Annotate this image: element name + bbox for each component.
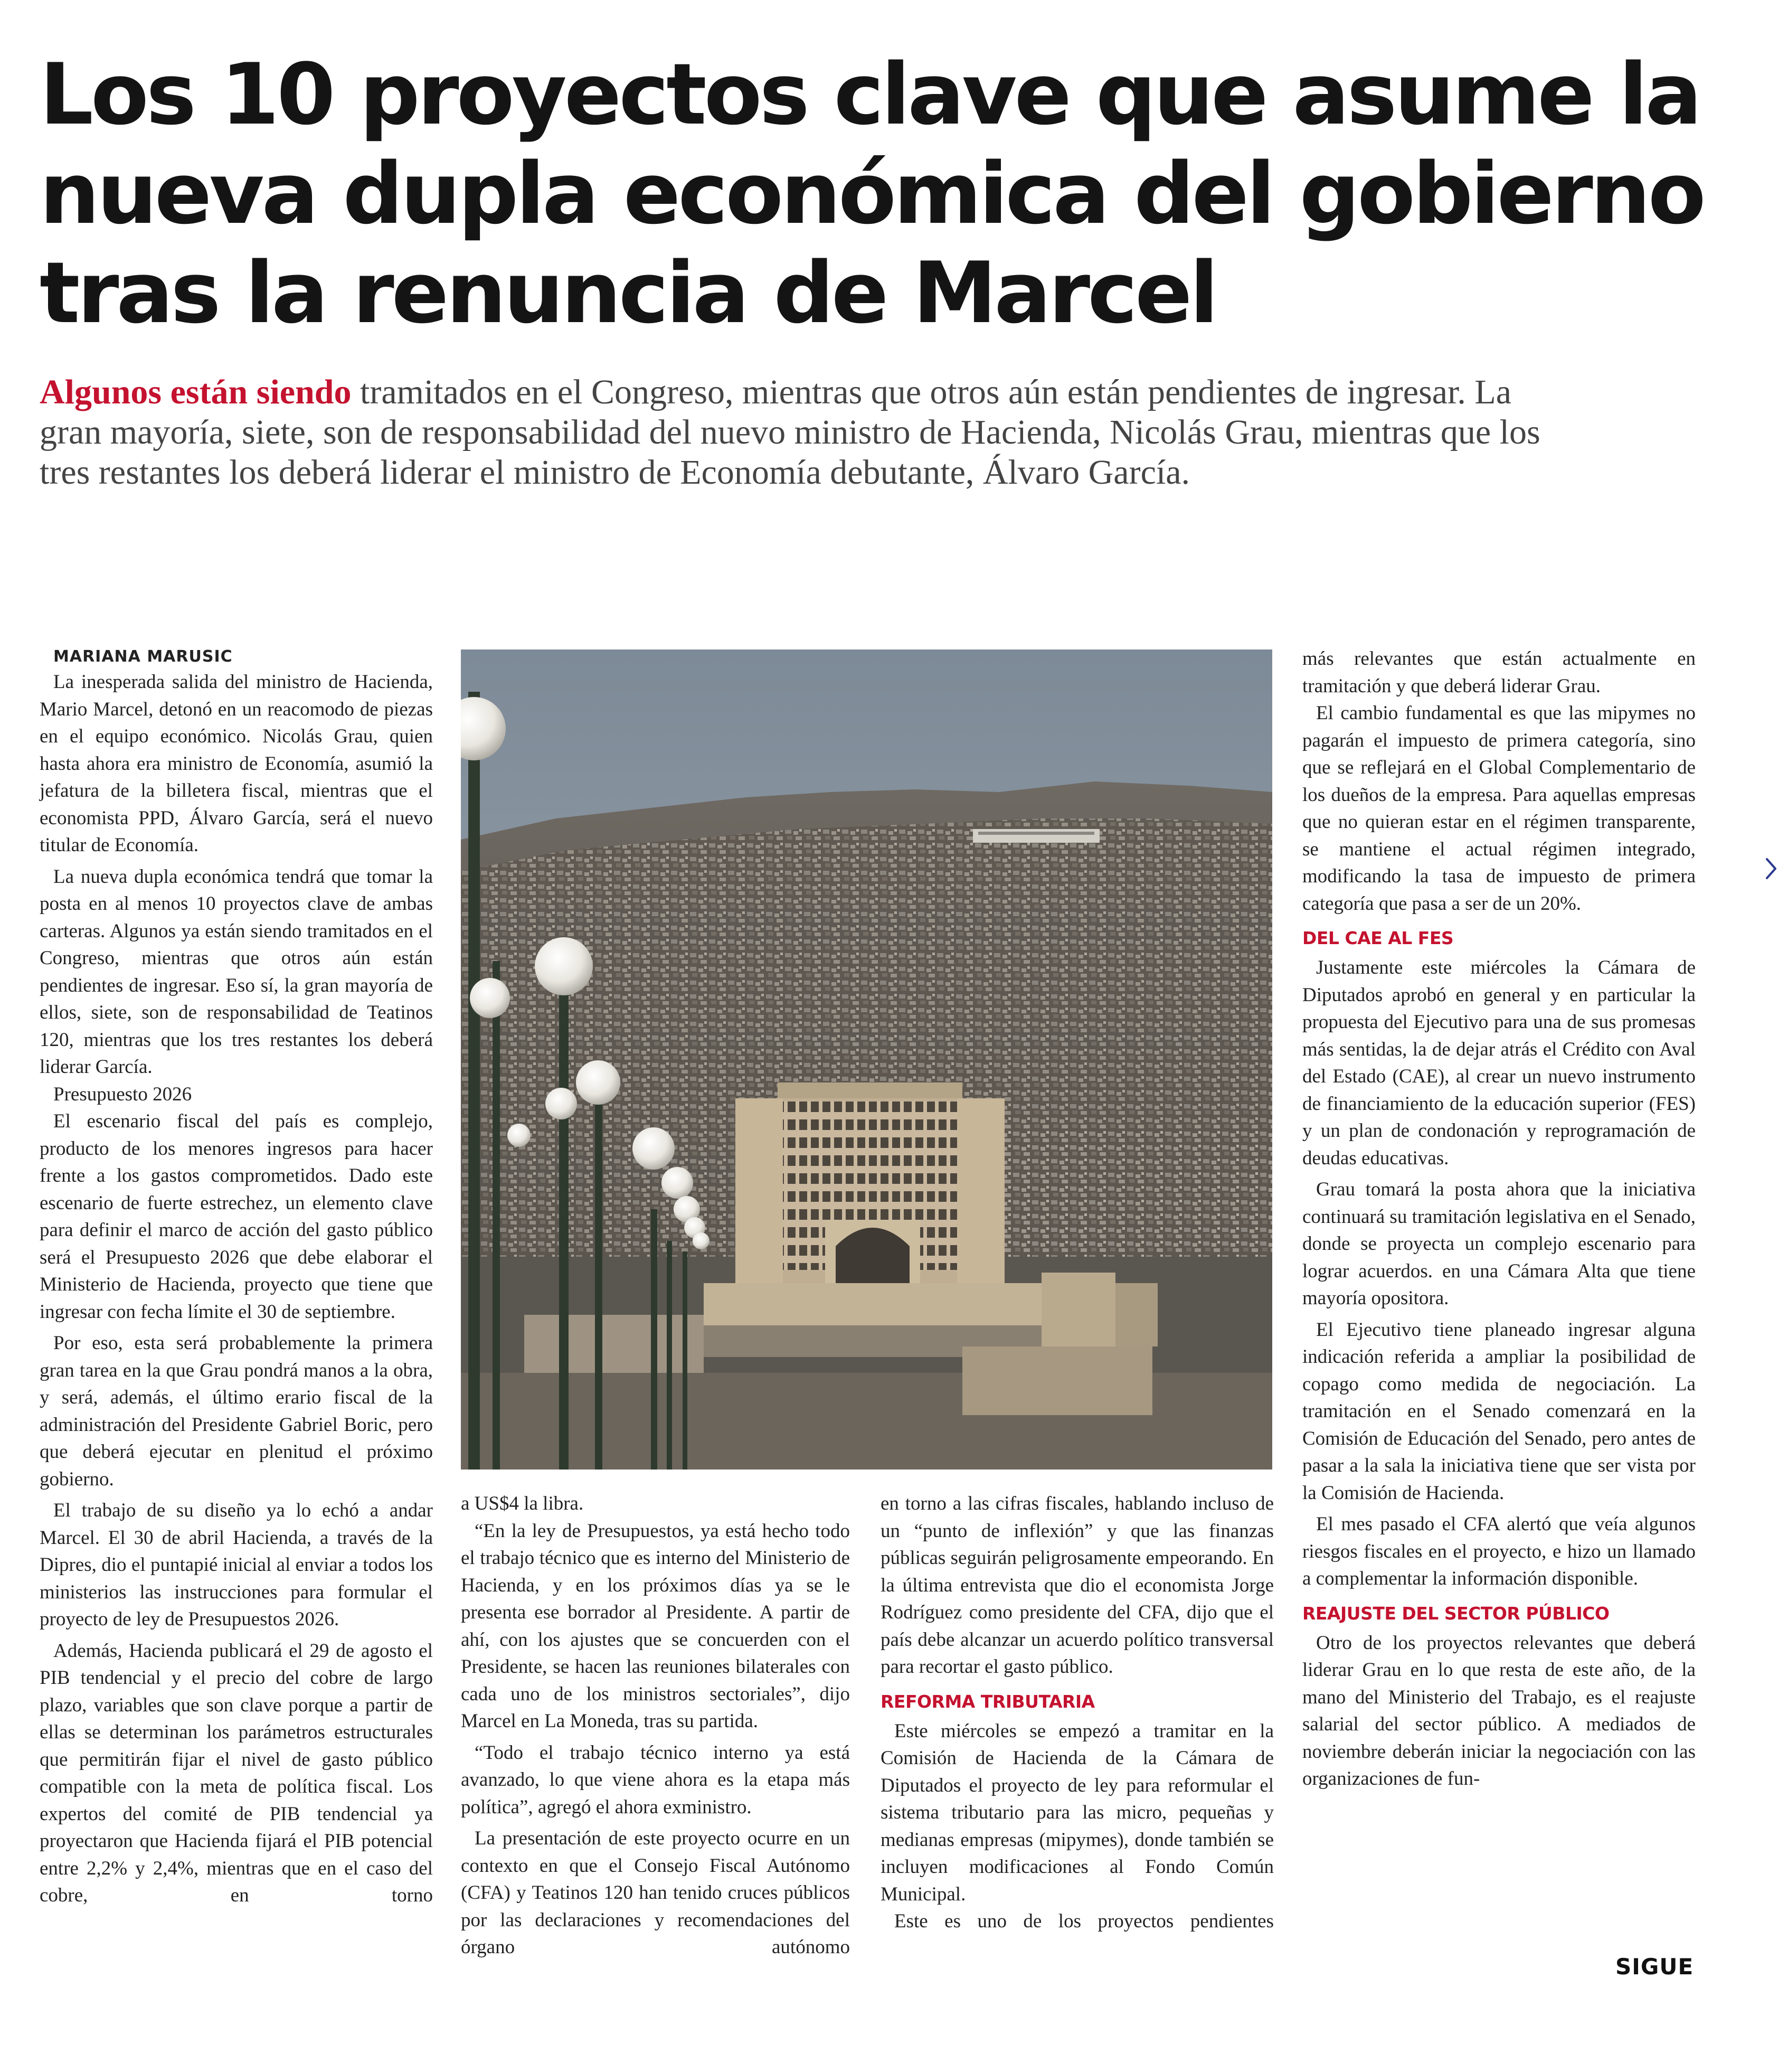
- article-photo: [461, 649, 1272, 1470]
- section-subhead: REFORMA TRIBUTARIA: [881, 1691, 1095, 1712]
- body-paragraph: El cambio fundamental es que las mipymes no pagarán el impuesto de primera categoría, sino que se reflejará en el Global Complementario de los dueños de la empresa. Para aquellas empresas que no quieran estar en el régimen transparente, se mantiene el actual régimen integrado, modificando la tasa de impuesto de primera categoría que pasa a ser de un 20%.: [1302, 702, 1696, 915]
- body-paragraph: Justamente este miércoles la Cámara de Diputados aprobó en general y en particular la propuesta del Ejecutivo para una de sus promesas más sentidas, la de dejar atrás el Crédito con Aval del Estado (CAE), al crear un nuevo instrumento de financiamiento de la educación superior (FES) y un plan de condonación y reprogramación de deudas educativas.: [1302, 957, 1696, 1169]
- body-paragraph: Grau tomará la posta ahora que la iniciativa continuará su tramitación legislativa en el Senado, donde se proyecta un complejo escenario para lograr acuerdos. en una Cámara Alta que tiene mayoría opositora.: [1302, 1179, 1696, 1309]
- body-paragraph: Otro de los proyectos relevantes que deberá liderar Grau en lo que resta de este año, de la mano del Ministerio del Trabajo, es el reajuste salarial del sector público. A mediados de noviembre deberán iniciar la negociación con las organizaciones de fun-: [1302, 1632, 1696, 1790]
- headline: [40, 45, 1702, 343]
- body-paragraph: Además, Hacienda publicará el 29 de agosto el PIB tendencial y el precio del cobre de largo plazo, variables que son clave porque a partir de ellas se determinan los parámetros estructurales que permitirán fijar el nivel de gasto público compatible con la meta de política fiscal. Los expertos del comité de PIB tendencial ya proyectaron que Hacienda fijará el PIB potencial entre 2,2% y 2,4%, mientras que en el caso del cobre, en torno: [40, 1640, 433, 1906]
- body-paragraph: La inesperada salida del ministro de Hacienda, Mario Marcel, detonó en un reacomodo de piezas en el equipo económico. Nicolás Grau, quien hasta ahora era ministro de Economía, asumió la jefatura de la billetera fiscal, mientras que el economista PPD, Álvaro García, será el nuevo titular de Economía.: [40, 671, 433, 856]
- body-paragraph: “En la ley de Presupuestos, ya está hecho todo el trabajo técnico que es interno del Ministerio de Hacienda, y en los próximos días ya se le presenta ese borrador al Presidente. A partir de ahí, con los ajustes que se concuerden con el Presidente, se hacen las reuniones bilaterales con cada uno de los ministros sectoriales”, dijo Marcel en La Moneda, tras su partida.: [461, 1520, 850, 1732]
- article-column-2: [461, 1490, 850, 1961]
- body-paragraph: más relevantes que están actualmente en tramitación y que deberá liderar Grau.: [1302, 648, 1696, 697]
- lead-kicker: Algunos están siendo: [40, 373, 352, 411]
- body-paragraph: La presentación de este proyecto ocurre en un contexto en que el Consejo Fiscal Autónomo (CFA) y Teatinos 120 han tenido cruces públicos por las declaraciones y recomendaciones del órgano autónomo: [461, 1828, 850, 1958]
- byline: MARIANA MARUSIC: [53, 647, 233, 666]
- article-column-1: [40, 645, 433, 1909]
- headline-line: Los 10 proyectos clave que asume la: [40, 45, 1700, 144]
- article-column-4: [1302, 645, 1696, 1793]
- body-paragraph: El Ejecutivo tiene planeado ingresar alguna indicación referida a ampliar la posibilidad de copago como medida de negociación. La tramitación en el Senado comenzará en la Comisión de Educación del Senado, pero antes de pasar a la sala la iniciativa tiene que ser vista por la Comisión de Hacienda.: [1302, 1318, 1696, 1504]
- article-column-3: [881, 1490, 1274, 1935]
- lead-text: tramitados en el Congreso, mientras que otros aún están pendientes de ingresar. La: [351, 373, 1512, 411]
- lead-line: tres restantes los deberá liderar el ministro de Economía debutante, Álvaro García.: [40, 453, 1190, 492]
- body-paragraph: “Todo el trabajo técnico interno ya está avanzado, lo que viene ahora es la etapa más política”, agregó el ahora exministro.: [461, 1741, 850, 1818]
- body-paragraph: Por eso, esta será probablemente la primera gran tarea en la que Grau pondrá manos a la obra, y será, además, el último erario fiscal de la administración del Presidente Gabriel Boric, pero que deberá ejecutar en plenitud el próximo gobierno.: [40, 1332, 433, 1490]
- body-paragraph: La nueva dupla económica tendrá que tomar la posta en al menos 10 proyectos clave de ambas carteras. Algunos ya están siendo tramitados en el Congreso, mientras que otros aún están pendientes de ingresar. Eso sí, la gran mayoría de ellos, siete, son de responsabilidad de Teatinos 120, mientras que los tres restantes los deberá liderar García.: [40, 865, 433, 1078]
- section-subhead: REAJUSTE DEL SECTOR PÚBLICO: [1302, 1603, 1610, 1624]
- lead-line: gran mayoría, siete, son de responsabilidad del nuevo ministro de Hacienda, Nicolás Grau, mientras que los: [40, 413, 1540, 451]
- body-paragraph: El escenario fiscal del país es complejo, producto de los menores ingresos para hacer frente a los gastos comprometidos. Dado este escenario de fuerte estrechez, un elemento clave para definir el marco de acción del gasto público será el Presupuesto 2026 que debe elaborar el Ministerio de Hacienda, proyecto que tiene que ingresar con fecha límite el 30 de septiembre.: [40, 1110, 433, 1323]
- chevron-right-icon: [1765, 857, 1777, 880]
- body-paragraph: a US$4 la libra.: [461, 1493, 584, 1514]
- lead-line: [40, 372, 1702, 412]
- next-page-button[interactable]: [1761, 853, 1782, 884]
- headline-line: nueva dupla económica del gobierno: [40, 144, 1704, 243]
- body-paragraph: Este es uno de los proyectos pendientes: [894, 1910, 1274, 1932]
- continue-label: SIGUE: [1615, 1954, 1694, 1980]
- body-paragraph: Este miércoles se empezó a tramitar en la Comisión de Hacienda de la Cámara de Diputados el proyecto de ley para reformular el sistema tributario para las micro, pequeñas y medianas empresas (mipymes), donde también se incluyen modificaciones al Fondo Común Municipal.: [881, 1720, 1274, 1905]
- inline-subhead: Presupuesto 2026: [53, 1083, 192, 1105]
- body-paragraph: El mes pasado el CFA alertó que veía algunos riesgos fiscales en el proyecto, e hizo un llamado a complementar la información disponible.: [1302, 1513, 1696, 1589]
- section-subhead: DEL CAE AL FES: [1302, 928, 1454, 948]
- body-paragraph: El trabajo de su diseño ya lo echó a andar Marcel. El 30 de abril Hacienda, a través de la Dipres, dio el puntapié inicial al enviar a todos los ministerios las instrucciones para formular el proyecto de ley de Presupuestos 2026.: [40, 1500, 433, 1630]
- headline-line: tras la renuncia de Marcel: [40, 243, 1216, 342]
- lead-paragraph: [40, 372, 1702, 493]
- body-paragraph: en torno a las cifras fiscales, hablando incluso de un “punto de inflexión” y que las finanzas públicas seguirán peligrosamente empeorando. En la última entrevista que dio el economista Jorge Rodríguez como presidente del CFA, dijo que el país debe alcanzar un acuerdo político transversal para recortar el gasto público.: [881, 1493, 1274, 1678]
